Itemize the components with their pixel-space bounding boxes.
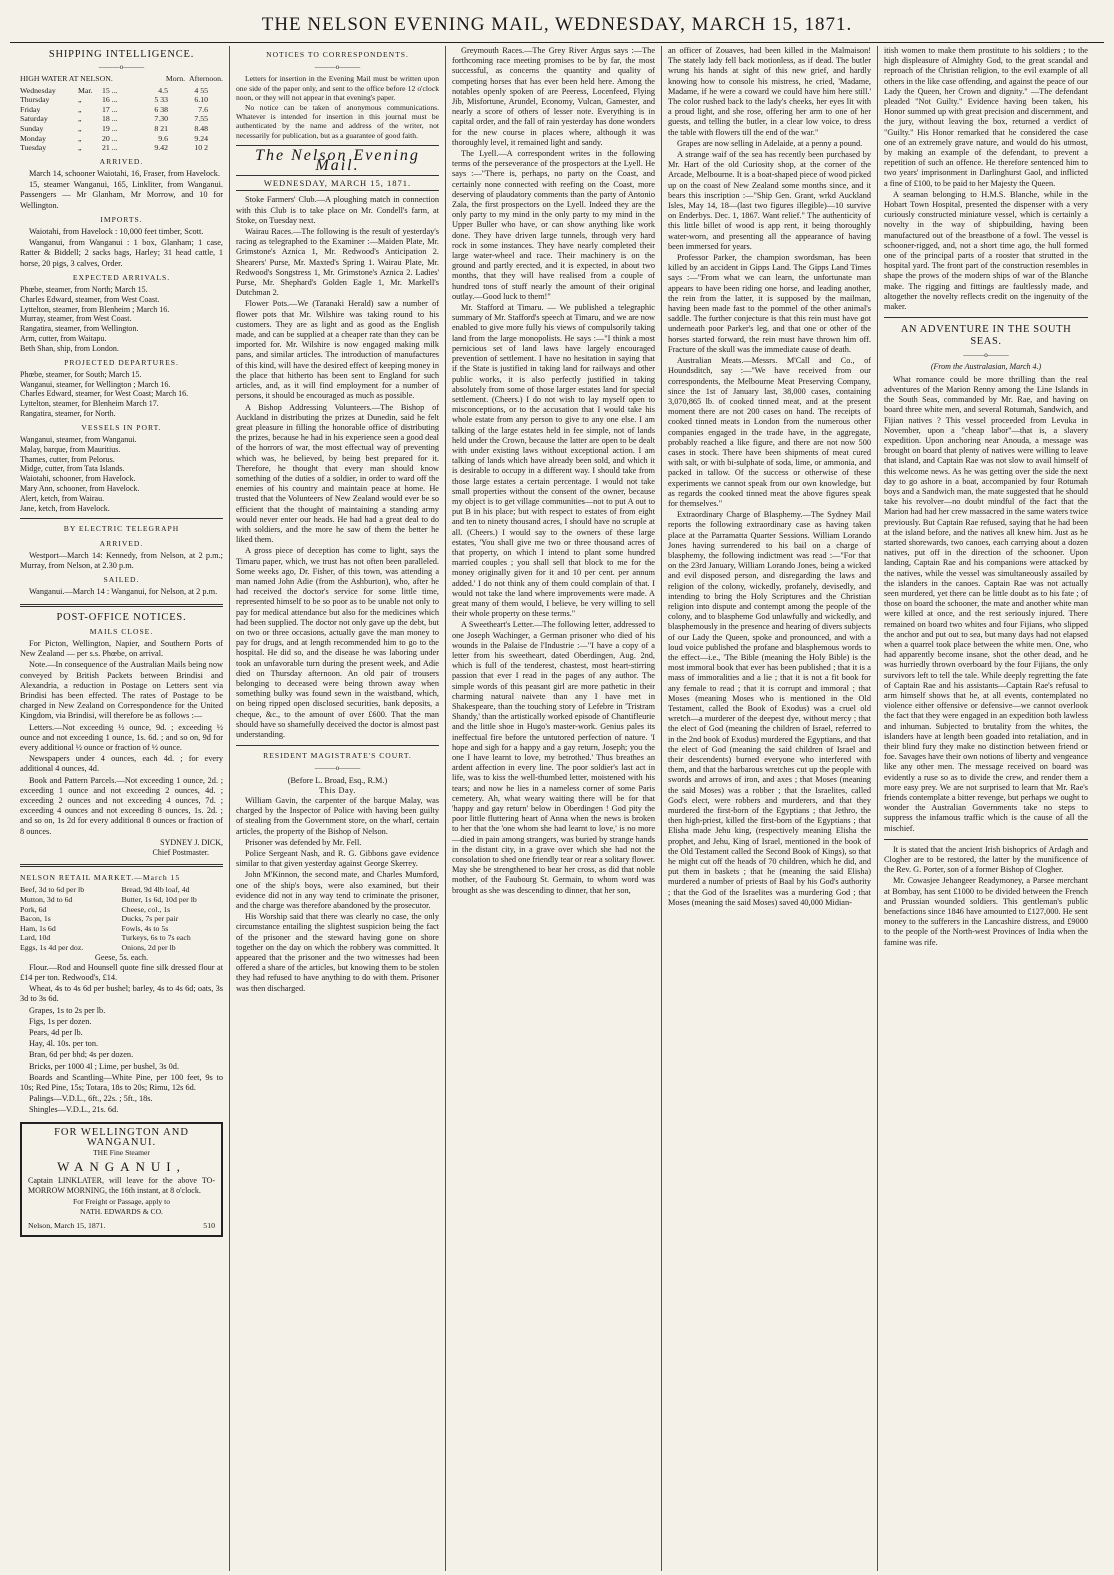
article: Mr. Cowasjee Jehangeer Readymoney, a Parsee merchant at Bombay, has sent £1000 to be divided between the French and Prussian wounded soldiers. This gentleman's public benefactions since 1846 have amounted to £127,000. He sent money to the sufferers in the Lancashire distress, and £9000 to the people of the North-west Provinces of India when the famine was rife. [884,876,1088,947]
telegraph-arrived: Westport—March 14: Kennedy, from Nelson, at 2 p.m.; Murray, from Nelson, at 2.30 p.m. [20,550,223,570]
issue-date: WEDNESDAY, MARCH 15, 1871. [236,175,439,191]
tide-row: Wednesday Mar. 15 ... 4.5 4 55 [20,85,208,95]
adventure-heading: AN ADVENTURE IN THE SOUTH SEAS. [900,324,1072,348]
postmaster-signature: SYDNEY J. DICK, [160,837,223,847]
arrival-item: March 14, schooner Waiotahi, 16, Fraser, from Havelock. [29,168,221,178]
masthead: THE NELSON EVENING MAIL, WEDNESDAY, MARCH 15, 1871. [10,8,1104,43]
court-heading: RESIDENT MAGISTRATE'S COURT. [263,751,412,761]
tide-row: Tuesday „ 21 ... 9.42 10 2 [20,143,208,153]
arrival-item: 15, steamer Wanganui, 165, Linkliter, from Wanganui. Passengers — Mr Glanham, Mr Morrow, and 10 for Wellington. [20,180,223,210]
steamer-advertisement: FOR WELLINGTON AND WANGANUI. THE Fine Steamer WANGANUI, Captain LINKLATER, will leave for the above TO-MORROW MORNING, the 16th instant, at 8 o'clock. For Freight or Passage, apply to NATH. EDWARDS & CO. Nelson, March 15, 1871. 510 [20,1122,223,1237]
article: A seaman belonging to H.M.S. Blanche, while in the Hobart Town Hospital, presented the dispenser with a very curiously constructed miniature vessel, which is certainly a novelty in the way of shipbuilding, having been manufactured out of the breastbone of a fowl. The vessel is schooner-rigged, and, not a short time ago, the hull formed one of the principal parts of a rooster that strutted in the hospital yard. The front part of the construction resembles in shape the prows of the modern ships of war of the Blanche make. The rigging and fittings are faultlessly made, and altogether the novelty reflects credit on the ingenuity of the maker. [884,189,1088,312]
tide-row: Saturday „ 18 ... 7.30 7.55 [20,114,208,124]
article: an officer of Zouaves, had been killed in the Malmaison! The stately lady fell back motionless, as if dead. The butler wrung his hands at sight of this new grief, and hardly knowing how to console his mistress, he cried, 'Madame, Madame, if he were a coward we could have him here still.' The color rushed back to the lady's cheeks, her eyes lit with a proud light, and she rose, offering her arm to one of her guests, and telling the butler, in a clear low voice, to dress the table with flowers till the end of the war." [668,46,871,137]
column-2: NOTICES TO CORRESPONDENTS. ———o——— Letters for insertion in the Evening Mail must be written upon one side of the paper only, and sent to the office before 12 o'clock noon, or they will not appear in that evening's paper. No notice can be taken of anonymous communications. Whatever is intended for insertion in this journal must be authenticated by the name and address of the writer, not necessarily for publication, but as a guarantee of good faith. The Nelson Evening Mail. WEDNESDAY, MARCH 15, 1871. Stoke Farmers' Club.—A ploughing match in connection with this Club is to take place on Mr. Condell's farm, at Stoke, on Tuesday next. Wairau Races.—The following is the result of yesterday's racing as telegraphed to the Examiner :—Maiden Plate, Mr. Grimstone's Aznica 1, Mr. Redwood's Anticipation 2. Shearers' Purse, Mr. Maxted's Spring 1. Wairau Plate, Mr. Redwood's Songstress 1, Mr. Grimstone's Aznica 2. Ladies' Purse, Mr. Shephard's Golden Eagle 1, Mr. Markell's Dutchman 2. Flower Pots.—We (Taranaki Herald) saw a number of flower pots that Mr. Wilshire was taking round to his customers. They are as light and as good as the English made, and can be supplied at a cheaper rate than they can be imported for. Mr. Wilshire is now engaged making milk pans, and similar articles. The introduction of manufactures of this kind, will have the desired effect of keeping money in the place that hitherto has been sent to England for such articles, and, as it will find employment for a number of persons, it should be encouraged as much as possible. A Bishop Addressing Volunteers.—The Bishop of Auckland in distributing the prizes at Dunedin, said he felt great pleasure in filling the honorable office of distributing the prizes, because he had in his experience seen a good deal of the horrors of war, the most effectual way of preventing which was, he believed, by being best prepared for it. Therefore, he thought that every man should know something of the duties of a soldier, in order to ward off the enemies of his country and maintain peace at home. He trusted that the Volunteers of New Zealand would ever be so efficient that the thought of maintaining a standing army would never enter our heads. He had had a great deal to do with soldiers, and the more he saw of them the better he liked them. A gross piece of deception has come to light, says the Timaru paper, which, we trust has not often been paralleled. Some weeks ago, Dr. Fisher, of this town, was attending a man named John Adie (from the Ashburton), who, after he had received the doctor's service for some little time, represented himself to be so poor as to be unable not only to pay for medical attendance but also for the medicines which had been supplied. The doctor not only gave up the debt, but on two or three occasions, actually gave the man money to pay for drugs, and at length recommended him to go to the hospital. He did so, and the disease he was laboring under took an unfavorable turn during the present week, and Adie died on Thursday afternoon. An old pair of trousers belonging to deceased were being thrown away when something bulky was found sewn in the waistband, which, on being ripped open disclosed securities, bank deposits, a cheque, &c., to the amount of over £600. That the man should have so shamefully deceived the doctor is almost past understanding. RESIDENT MAGISTRATE'S COURT. ———o——— (Before L. Broad, Esq., R.M.) This Day. William Gavin, the carpenter of the barque Malay, was charged by the Inspector of Police with having been guilty of stealing from the Government store, on the wharf, certain articles, the property of the Bishop of Nelson. Prisoner was defended by Mr. Fell. Police Sergeant Nash, and R. G. Gibbons gave evidence similar to that given yesterday against George Skerrey. John M'Kinnon, the second mate, and Charles Mumford, one of the ship's boys, were also examined, but their evidence did not in any way tend to criminate the prisoner, and the charge was therefore abandoned by the prosecutor. His Worship said that there was clearly no case, the only circumstance entailing the slightest suspicion being the fact of the prisoner and the steward having gone on shore together on the day on which the robbery was committed. It appeared that the prisoner and the two witnesses had been offered a share of the articles, but knowing them to be stolen they had refused to have anything to do with them. Prisoner was then discharged. [230,46,446,1571]
shipping-heading: SHIPPING INTELLIGENCE. [48,49,195,60]
market-heading: NELSON RETAIL MARKET.—March 15 [20,873,181,883]
article: A Sweetheart's Letter.—The following letter, addressed to one Joseph Wachinger, a German prisoner who died of his wounds in the Palaise de l'Industrie :—"I have a copy of a letter from his sweetheart, dated Oberdingen, Aug. 2nd, which is full of the tenderest, chastest, most heart-stirring passion that ever I read in the pages of any author. The simple words of this peasant girl are more pathetic in their charming natural naivete than any I have met in Shakespeare, than the touching story of Lefebre in 'Tristram Shandy,' than the artistically worked episode of Chantifleurie and the little shoe in Hugo's master-work. Genius pales its ineffectual fire before the untutored perfection of nature. 'I hope and sigh for a happy and a gay return, Joseph; you the one I have learnt to love, my betrothed.' Thus breathes an ardent affection in every line. The poor soldier's last act in life, was to kiss the well-thumbed letter, moistened with his tears; and now he lies in a nameless corner of some Paris cemetery. Ah, what weary waiting there will be for that 'happy and gay return' below in Oberdingen ! God pity the poor little fluttering heart of Anna when the news is broken to her that the 'one whom she had learnt to love,' is no more—died in pain among strangers, was buried by strange hands in the distant city, in a grave over which she had not the consolation to shed one friendly tear or rear a solitary flower. May she be strengthened to bear her cross, as did that noble mother, of the Faubourg St. Germain, to whom word was brought as she was descending to dinner, that her son, [452,620,655,895]
court-report: His Worship said that there was clearly no case, the only circumstance entailing the slightest suspicion being the fact of the prisoner and the steward having gone on shore together on the day on which the robbery was committed. It appeared that the prisoner and the two witnesses had been offered a share of the articles, but knowing them to be stolen they had refused to have anything to do with them. Prisoner was then discharged. [236,912,439,993]
court-report: William Gavin, the carpenter of the barque Malay, was charged by the Inspector of Police with having been guilty of stealing from the Government store, on the wharf, certain articles, the property of the Bishop of Nelson. [236,796,439,836]
paper-title: The Nelson Evening Mail. [255,146,420,175]
expected-heading: EXPECTED ARRIVALS. [72,272,171,282]
article: A Bishop Addressing Volunteers.—The Bishop of Auckland in distributing the prizes at Dunedin, said he felt great pleasure in filling the honorable office of distributing the prizes, because he had in his experience seen a good deal of the horrors of war, the most effectual way of preventing which was, he believed, by being best prepared for it. Therefore, he thought that every man should know something of the duties of a soldier, in order to ward off the enemies of his country and maintain peace at home. He trusted that the Volunteers of New Zealand would ever be so efficient that the thought of maintaining a standing army would never enter our heads. He had had a great deal to do with soldiers, and the more he saw of them the better he liked them. [236,402,439,545]
notices-heading: NOTICES TO CORRESPONDENTS. [266,50,409,59]
market-prices: Beef, 3d to 6d per lb Bread, 9d 4lb loaf, 4d Mutton, 3d to 6d Butter, 1s 6d, 10d per lb Pork, 6d Cheese, col., 1s Bacon, 1s Ducks, 7s per pair Ham, 1s 6d Fowls, 4s to 5s Lard, 10d Turkeys, 6s to 7s each Eggs, 1s 4d per doz. Onions, 2d per lb [20,885,197,952]
tide-row: Sunday „ 19 ... 8 21 8.48 [20,123,208,133]
article: Professor Parker, the champion swordsman, has been killed by an accident in Gipps Land. The Gipps Land Times says :—"From what we can learn, the unfortunate man appears to have been riding one horse, and leading another, the rein from the latter, it is supposed by the mailman, having been made fast to the pommel of the other animal's saddle. The further conjecture is that this rein must have got underneath poor Parker's leg, and that one or other of the horses started forward, the rein must have thrown him off. Fracture of the skull was the immediate cause of death. [668,253,871,354]
article: Australian Meats.—Messrs. M'Call and Co., of Houndsditch, say :—"We have received from our correspondents, the Melbourne Meat Preserving Company, since the 1st of January last, 38,000 cases, containing 3,070,865 lb. of cooked tinned meat, and at the present moment there are not 200 cases on hand. The receipts of cooked tinned meats in London from the numerous other companies engaged in the trade have, in the aggregate, probably reached a like figure, and there are not now 500 cases in stock. There have been shipments of meat cured with salt, or with bi-sulphate of soda, lime, or ammonia, and packed in tallow. Of the success or otherwise of these experiments we cannot speak from our own knowledge, but as regards the cooked tinned meat the above figures speak for themselves." [668,356,871,508]
column-5: itish women to make them prostitute to his soldiers ; to the high displeasure of Almighty God, to the great scandal and reproach of the Christian religion, to the evil example of all others in the like case offending, and against the peace of our Lady the Queen, her Crown and dignity." —The defendant pleaded "Not Guilty." Evidence having been taken, his Honor summed up with great precision and discernment, and the jury, without leaving the box, returned a verdict of "Guilty." His Honor remarked that he considered the case one of an extremely grave nature, and would do his utmost, by making an example of the defendant, to prevent a repetition of such an offence. He therefore sentenced him to two years' imprisonment in Darlinghurst Gaol, and inflicted a fine of £100, to be paid to her Majesty the Queen. A seaman belonging to H.M.S. Blanche, while in the Hobart Town Hospital, presented the dispenser with a very curiously constructed miniature vessel, which is certainly a novelty in the way of shipbuilding, having been manufactured out of the breastbone of a fowl. The vessel is schooner-rigged, and, not a short time ago, the hull formed one of the principal parts of a rooster that strutted in the hospital yard. The front part of the construction resembles in shape the prows of the modern ships of war of the Blanche make. The rigging and fittings are faultlessly made, and altogether the novelty reflects credit on the ingenuity of the maker. AN ADVENTURE IN THE SOUTH SEAS. ———o——— (From the Australasian, March 4.) What romance could be more thrilling than the real adventures of the Marion Renny among the Line Islands in the South Seas, commanded by Mr. Rae, and having on board three white men, and several Rotumah, Sandwich, and Fijian natives ? This vessel proceeded from Levuka in November, upon a "cheap labor"—that is, a slavery expedition. Upon anchoring near Anouda, a message was brought on board that plenty of natives were willing to leave that island, and Captain Rae was not slow to avail himself of this welcome news. As he was getting over the side the next day to go ashore in a boat, accompanied by four Rotumah boys and a Sandwich man, the mate suggested that he should take his revolver—no doubt mindful of the fact that the Marion had had her crew massacred in the same waters twice previously. But Captain Rae refused, saying that he had been at the island before, and the natives all knew him. Just as he started shorewards, two canoes, each carrying about a dozen natives, put off in the direction of the schooner. Upon landing, Captain Rae and his companions were attacked by the natives, while the vessel was simultaneously assailed by the islanders in the canoes. Captain Rae was not actually seen murdered, yet there can be little doubt as to his fate ; of those on board the schooner, the mate and another white man were killed at once, and the rest seriously injured. There remained on board two whites and four Fijians, who slipped the anchor and put out to sea, but many days had not elapsed when a quarrel took place between the white men. One, who had apparently become insane, shot the other dead, and he was hurriedly thrown overboard by the four Fijians, the only survivors left to tell the tale. While deeply regretting the fate of Captain Rae and his assistants—Captain Rae's refusal to arm himself shows that he, at all events, contemplated no violence either offensive or defensive—we cannot overlook the fact that they were engaged in an expedition both lawless and inhuman. Subjected to brutality from the whites, the islanders have at length been goaded into retaliation, and in their blind fury they make no distinction between friend or foe. Savages have their own notions of liberty and vengeance like any other men. The message received on board was evidently a ruse so as to divide the crew, and render them a more easy prey. We are not surprised to learn that Mr. Rae's friends contemplate a bitter revenge, but perhaps we ought to wonder the Australian Governments take no steps to suppress the infamous traffic which is the cause of all the mischief. It is stated that the ancient Irish bishoprics of Ardagh and Clogher are to be restored, the latter by the munificence of the Rev. G. Porter, son of a former Bishop of Clogher. Mr. Cowasjee Jehangeer Readymoney, a Parsee merchant at Bombay, has sent £1000 to be divided between the French and Prussian wounded soldiers. This gentleman's public benefactions since 1846 have amounted to £127,000. He sent money to the sufferers in the Lancashire distress, and £9000 to the people of the North-west Provinces of India when the famine was rife. [884,46,1088,947]
expected-list: Phœbe, steamer, from North; March 15. Charles Edward, steamer, from West Coast. Lyttelton, steamer, from Blenheim ; March 16. Murray, steamer, from West Coast. Rangatira, steamer, from Wellington. Arm, cutter, from Waitapu. Beth Shan, ship, from London. [20,285,170,353]
column-4 [662,46,878,1571]
telegraph-heading: BY ELECTRIC TELEGRAPH [63,524,180,534]
postage-book: Book and Pattern Parcels.—Not exceeding 1 ounce, 2d. ; exceeding 1 ounce and not exceeding 2 ounces, 4d. ; exceeding 2 ounces and not exceeding 4 ounces, 7d. ; exceeding 4 ounces and not exceeding 8 ounces, 1s. 2d. ; and so on, 1s 2d for every additional 8 ounces or fraction of 8 ounces. [20,775,223,836]
court-report: Police Sergeant Nash, and R. G. Gibbons gave evidence similar to that given yesterday against George Skerrey. [236,849,439,869]
article: What romance could be more thrilling than the real adventures of the Marion Renny among the Line Islands in the South Seas, commanded by Mr. Rae, and having on board three white men, and several Rotumah, Sandwich, and Fijian natives ? This vessel proceeded from Levuka in November, upon a "cheap labor"—that is, a slavery expedition. Upon anchoring near Anouda, a message was brought on board that plenty of natives were willing to leave that island, and Captain Rae was not slow to avail himself of this welcome news. As he was getting over the side the next day to go ashore in a boat, accompanied by four Rotumah boys and a Sandwich man, the mate suggested that he should take his revolver—no doubt mindful of the fact that the Marion had had her crew massacred in the same waters twice previously. But Captain Rae refused, saying that he had been at the island before, and the natives all knew him. Just as he started shorewards, two canoes, each carrying about a dozen natives, put off in the direction of the schooner. Upon landing, Captain Rae and his companions were attacked by the natives, while the vessel was simultaneously assailed by the islanders in the canoes. Captain Rae was not actually seen murdered, yet there can be little doubt as to his fate ; of those on board the schooner, the mate and another white man were killed at once, and the rest seriously injured. There remained on board two whites and four Fijians, who slipped the anchor and put out to sea, but many days had not elapsed when a quarrel took place between the white men. One, who had apparently become insane, shot the other dead, and he was hurriedly thrown overboard by the four Fijians, the only survivors left to tell the tale. While deeply regretting the fate of Captain Rae and his assistants—Captain Rae's refusal to arm himself shows that he, at all events, contemplated no violence either offensive or defensive—we cannot overlook the fact that they were engaged in an expedition both lawless and inhuman. Subjected to brutality from the whites, the islanders have at length been goaded into retaliation, and in their blind fury they make no distinction between friend or foe. Savages have their own notions of liberty and vengeance like any other men. The message received on board was evidently a ruse so as to divide the crew, and render them a more easy prey. We are not surprised to learn that Mr. Rae's friends contemplate a bitter revenge, but perhaps we ought to wonder the Australian Governments take no steps to suppress the infamous traffic which is the cause of all the mischief. [884,374,1088,833]
tide-table [20,86,223,153]
postage-letters: Letters.—Not exceeding ½ ounce, 9d. ; exceeding ½ ounce and not exceeding 1 ounce, 1s. 6d. ; and so on, 9d for every additional ½ ounce or fraction of ½ ounce. [20,722,223,752]
court-report: Prisoner was defended by Mr. Fell. [245,837,362,847]
arrived-heading: ARRIVED. [99,156,144,166]
projected-heading: PROJECTED DEPARTURES. [64,357,179,367]
post-office-heading: POST-OFFICE NOTICES. [56,611,187,623]
import-item: Waiotahi, from Havelock : 10,000 feet timber, Scott. [29,226,204,236]
tide-row: Monday „ 20 ... 9.6 9.24 [20,133,208,143]
article: Grapes are now selling in Adelaide, at a penny a pound. [677,138,863,148]
article: It is stated that the ancient Irish bishoprics of Ardagh and Clogher are to be restored, the latter by the munificence of the Rev. G. Porter, son of a former Bishop of Clogher. [884,844,1088,875]
article: Wairau Races.—The following is the result of yesterday's racing as telegraphed to the Examiner :—Maiden Plate, Mr. Grimstone's Aznica 1, Mr. Redwood's Anticipation 2. Shearers' Purse, Mr. Maxted's Spring 1. Wairau Plate, Mr. Redwood's Songstress 1, Mr. Grimstone's Aznica 2. Ladies' Purse, Mr. Shephard's Golden Eagle 1, Mr. Markell's Dutchman 2. [236,227,439,298]
court-report: John M'Kinnon, the second mate, and Charles Mumford, one of the ship's boys, were also examined, but their evidence did not in any way tend to criminate the prisoner, and the charge was therefore abandoned by the prosecutor. [236,870,439,911]
column-3 [446,46,662,1571]
postage-newspapers: Newspapers under 4 ounces, each 4d. ; for every additional 4 ounces, 4d. [20,754,223,774]
column-1: SHIPPING INTELLIGENCE. ———o——— HIGH WATER AT NELSON. Morn. Afternoon. Wednesday Mar. 15 ... 4.5 4 55 Thursday „ 16 ... 5 33 6.10 Friday „ 17 ... 6 38 7.6 Saturday „ 18 ... 7.30 7.55 Sunday „ 19 ... 8 21 8.48 Monday „ 20 ... 9.6 9.24 Tuesday „ 21 ... 9.42 10 2 ARRIVED. March 14, schooner Waiotahi, 16, Fraser, from Havelock. 15, steamer Wanganui, 165, Linkliter, from Wanganui. Passengers — Mr Glanham, Mr Morrow, and 10 for Wellington. IMPORTS. Waiotahi, from Havelock : 10,000 feet timber, Scott. Wanganui, from Wanganui : 1 box, Glanham; 1 case, Ratter & Biddell; 2 sacks bags, Harley; 31 head cattle, 1 horse, 20 pigs, 3 calves, Order. EXPECTED ARRIVALS. Phœbe, steamer, from North; March 15. Charles Edward, steamer, from West Coast. Lyttelton, steamer, from Blenheim ; March 16. Murray, steamer, from West Coast. Rangatira, steamer, from Wellington. Arm, cutter, from Waitapu. Beth Shan, ship, from London. PROJECTED DEPARTURES. Phœbe, steamer, for South; March 15. Wanganui, steamer, for Wellington ; March 16. Charles Edward, steamer, for West Coast; March 16. Lyttelton, steamer, for Blenheim March 17. Rangatira, steamer, for North. VESSELS IN PORT. Wanganui, steamer, from Wanganui. Malay, barque, from Mauritius. Thames, cutter, from Pelorus. Midge, cutter, from Tata Islands. Waiotahi, schooner, from Havelock. Mary Ann, schooner, from Havelock. Alert, ketch, from Wairau. Jane, ketch, from Havelock. BY ELECTRIC TELEGRAPH ARRIVED. Westport—March 14: Kennedy, from Nelson, at 2 p.m.; Murray, from Nelson, at 2.30 p.m. SAILED. Wanganui.—March 14 : Wanganui, for Nelson, at 2 p.m. POST-OFFICE NOTICES. MAILS CLOSE. For Picton, Wellington, Napier, and Southern Ports of New Zealand — per s.s. Phœbe, on arrival. Note.—In consequence of the Australian Mails being now conveyed by British Packets between Brindisi and Alexandria, a reduction in Postage on Letters sent via Brindisi has been effected. The rates of Postage to be charged in New Zealand on Correspondence for the United Kingdom, via Brindisi, will therefore be as follows :— Letters.—Not exceeding ½ ounce, 9d. ; exceeding ½ ounce and not exceeding 1 ounce, 1s. 6d. ; and so on, 9d for every additional ½ ounce or fraction of ½ ounce. Newspapers under 4 ounces, each 4d. ; for every additional 4 ounces, 4d. Book and Pattern Parcels.—Not exceeding 1 ounce, 2d. ; exceeding 1 ounce and not exceeding 2 ounces, 4d. ; exceeding 2 ounces and not exceeding 4 ounces, 7d. ; exceeding 4 ounces and not exceeding 8 ounces, 1s. 2d. ; and so on, 1s 2d for every additional 8 ounces or fraction of 8 ounces. SYDNEY J. DICK, Chief Postmaster. NELSON RETAIL MARKET.—March 15 Beef, 3d to 6d per lb Bread, 9d 4lb loaf, 4d Mutton, 3d to 6d Butter, 1s 6d, 10d per lb Pork, 6d Cheese, col., 1s Bacon, 1s Ducks, 7s per pair Ham, 1s 6d Fowls, 4s to 5s Lard, 10d Turkeys, 6s to 7s each Eggs, 1s 4d per doz. Onions, 2d per lb Geese, 5s. each. Flour.—Rod and Hounsell quote fine silk dressed flour at £14 per ton. Redwood's, £14. Wheat, 4s to 4s 6d per bushel; barley, 4s to 4s 6d; oats, 3s 3d to 3s 6d. Grapes, 1s to 2s per lb. Figs, 1s per dozen. Pears, 4d per lb. Hay, 4l. 10s. per ton. Bran, 6d per bhd; 4s per dozen. Bricks, per 1000 4l ; Lime, per bushel, 3s 0d. Boards and Scantling—White Pine, per 100 feet, 9s to 10s; Red Pine, 15s; Totara, 18s to 20s; Rimu, 12s 6d. Palings—V.D.L., 6ft., 22s. ; 5ft., 18s. Shingles—V.D.L., 21s. 6d. FOR WELLINGTON AND WANGANUI. THE Fine Steamer WANGANUI, Captain LINKLATER, will leave for the above TO-MORROW MORNING, the 16th instant, at 8 o'clock. For Freight or Passage, apply to NATH. EDWARDS & CO. Nelson, March 15, 1871. 510 [14,46,230,1571]
article: itish women to make them prostitute to his soldiers ; to the high displeasure of Almighty God, to the great scandal and reproach of the Christian religion, to the evil example of all others in the like case offending, and against the peace of our Lady the Queen, her Crown and dignity." —The defendant pleaded "Not Guilty." Evidence having been taken, his Honor summed up with great precision and discernment, and the jury, without leaving the box, returned a verdict of "Guilty." His Honor remarked that he considered the case one of an extremely grave nature, and would do his utmost, by making an example of the defendant, to prevent a repetition of such an offence. He therefore sentenced him to two years' imprisonment in Darlinghurst Gaol, and inflicted a fine of £100, to be paid to her Majesty the Queen. [884,46,1088,188]
article: Extraordinary Charge of Blasphemy.—The Sydney Mail reports the following extraordinary case as having taken place at the Parramatta Quarter Sessions. William Lorando Jones having surrendered to his bail on a charge of blasphemy, the following indictment was read :—"For that on the 23rd January, William Lorando Jones, being a wicked and evil disposed person, and disregarding the laws and religion of the colony, wickedly, profanely, devisedly, and intending to bring the Holy Scriptures and the Christian religion into dispute and contempt among the people of the colony, and to blaspheme God unlawfully and wickedly, and blasphemously in the presence and hearing of divers subjects of our Lady the Queen, spoke and pronounced, and with a loud voice published the profane and blasphemous words to the effect—i.e., 'The Bible (meaning the Holy Bible) is the most immoral book that ever has been published ; that it is a mass of immoralities and a lie ; that it is not a fit book for any female to read ; that it is corrupt and immoral ; that Moses (meaning Moses who is mentioned in the Old Testament, called the Book of Exodus) was a cruel old wretch—a murderer of the deepest dye, without mercy ; that the elect of God (meaning the children of Israel, referred to in the 2nd book of Exodus) murdered the Egyptians, and that the elect of God (meaning the said children of Israel and their descendents) burned everyone who interfered with them, and that the barbarous wretches cut up the people with swords and arrows of iron, and axes ; that Moses (meaning the said Moses) was a robber ; that the Israelites, called God's elect, were robbers and murderers, and that they murdered the first-born of the Egyptians ; that Jethro, the then high-priest, killed the first-born of the Egyptians ; that Elisha made Jehu king, (respectively meaning Elisha the prophet, and Jehu, King of Israel, mentioned in the book of the Old Testament called the Second Book of Kings), so that he might cut off the heads of 70 children, which he did, and put them in baskets ; that he (meaning the said Elisha) murdered a number of priests of Baal by his God's authority ; that the God of the Israelites was a murdering God ; that Moses (meaning the said Moses) saved 40,000 Midian- [668,510,871,907]
tide-row: Thursday „ 16 ... 5 33 6.10 [20,95,208,105]
article: Greymouth Races.—The Grey River Argus says :—The forthcoming race meeting promises to be by far, the most successful, as concerns the quantity and quality of competing horses that has ever been held here. Among the notables openly spoken of are Peeress, Locenfeed, Flying Jib, Misfortune, Arundel, Economy, Vulcan, Gamester, and nearly a score of others of lesser note. Everything is in capital order, and the fall of rain yesterday has done wonders for the new course in places where, although it was thoroughly level, it remained light and sandy. [452,46,655,147]
projected-list: Phœbe, steamer, for South; March 15. Wanganui, steamer, for Wellington ; March 16. Charles Edward, steamer, for West Coast; March 16. Lyttelton, steamer, for Blenheim March 17. Rangatira, steamer, for North. [20,369,189,418]
telegraph-sailed: Wanganui.—March 14 : Wanganui, for Nelson, at 2 p.m. [29,587,218,597]
import-item: Wanganui, from Wanganui : 1 box, Glanham; 1 case, Ratter & Biddell; 2 sacks bags, Harley; 31 head cattle, 1 horse, 20 pigs, 3 calves, Order. [20,238,223,268]
article: A strange waif of the sea has recently been purchased by Mr. Hart of the old Curiosity shop, at the corner of the Arcade, Melbourne. It is a boat-shaped piece of wood picked up on the coast of New Zealand some months since, and it bears this inscription :—"Ship Gen. Grant, wrkd Auckland Isles, May 14, 18—(last two figures illegible)—10 survive on Enderbys. Dec. 1, 1867. Want relief." The authenticity of this little billet of wood is app rent, it being thoroughly water-worn, and presenting all the appearance of having been immersed for years. [668,150,871,251]
article: Flower Pots.—We (Taranaki Herald) saw a number of flower pots that Mr. Wilshire was taking round to his customers. They are as light and as good as the English made, and can be supplied at a cheaper rate than they can be imported for. Mr. Wilshire is now engaged making milk pans, and similar articles. The introduction of manufactures of this kind, will have the desired effect of keeping money in the place that hitherto has been sent to England for such articles, and, as it will find employment for a number of persons, it should be encouraged as much as possible. [236,299,439,401]
article: Stoke Farmers' Club.—A ploughing match in connection with this Club is to take place on Mr. Condell's farm, at Stoke, on Tuesday next. [236,195,439,225]
article: The Lyell.—A correspondent writes in the following terms of the perseverance of the prospectors at the Lyell. He says :—"There is, perhaps, no party on the Coast, and certainly none connected with reefing on the Coast, more deserving of plaudatory comments than the party of Antonio Zala, the first prospectors on the Lyell. Indeed they are the only party to my mind in the only party to my mind in the Upper Buller who have, or can show anything like work done. They have driven large tunnels, through very hard rock in some instances. They have nearly completed their large water-wheel and race. Their machinery is on the ground and partly erected, and it is expected, in about two months, that they will have realised from a couple of hundred tons of stuff nearly the amount of their original outlay.—Good luck to them!" [452,149,655,301]
article: Mr. Stafford at Timaru. — We published a telegraphic summary of Mr. Stafford's speech at Timaru, and we are now enabled to give more fully his views of compulsorily taking land from the large monopolists. He says :—"I think a most pernicious set of land laws have largely encouraged prevention of settlement. I have no hesitation in saying that if the State is justified in taking land for railways and other public works, it is also perfectly justified in taking absolutely from some of those larger estates land for special settlement. (Cheers.) I do not wish to lay myself open to misconceptions, or to the accusation that I would take his whole estate from any person to give to any one else. I am talking of the large estates held in fee simple, not of lands held under the Crown, because the latter are open to be dealt with under existing laws without exceptional action. I am talking of lands which have already been sold, and which it is desirable to occupy in a different way. I should take from those large estates a certain percentage. I would not take small properties without the consent of the owner, because my object is to get village communities—not to put A out to put B in his place; but with respect to estates of from eight and ten to ninety thousand acres, I should have no scruple at all. (Cheers.) I would say to the owners of these large estates, 'You shall give me two or three thousand acres of that property, on which I intend to plant some hundred married couples ; you shall sell that block to me for the money originally given for it and 10 per cent. per annum added.' I do not think any of them could complain of that. I would not take the land where improvements were made. A great many of them would, I believe, be very willing to sell their whole property on these terms." [452,303,655,619]
port-list: Wanganui, steamer, from Wanganui. Malay, barque, from Mauritius. Thames, cutter, from Pelorus. Midge, cutter, from Tata Islands. Waiotahi, schooner, from Havelock. Mary Ann, schooner, from Havelock. Alert, ketch, from Wairau. Jane, ketch, from Havelock. [20,434,140,513]
article: A gross piece of deception has come to light, says the Timaru paper, which, we trust has not often been paralleled. Some weeks ago, Dr. Fisher, of this town, was attending a man named John Adie (from the Ashburton), who, after he had received the doctor's service for some little time, represented himself to be so poor as to be unable not only to pay for medical attendance but also for the medicines which had been supplied. The doctor not only gave up the debt, but on two or three occasions, actually gave the man money to pay for drugs, and at length recommended him to go to the hospital. He did so, and the disease he was laboring under took an unfavorable turn during the present week, and Adie died on Thursday afternoon. An old pair of trousers belonging to deceased were being thrown away when something bulky was found sewn in the waistband, which, on being ripped open disclosed securities, bank deposits, a cheque, &c., to the amount of over £600. That the man should have so shamefully deceived the doctor is almost past understanding. [236,546,439,739]
imports-heading: IMPORTS. [100,214,143,224]
columns [14,46,1104,1571]
port-heading: VESSELS IN PORT. [81,422,162,432]
tide-header: HIGH WATER AT NELSON. Morn. Afternoon. [20,74,223,84]
mails-close: For Picton, Wellington, Napier, and Southern Ports of New Zealand — per s.s. Phœbe, on arrival. [20,638,223,659]
tide-row: Friday „ 17 ... 6 38 7.6 [20,104,208,114]
postage-note: Note.—In consequence of the Australian Mails being now conveyed by British Packets between Brindisi and Alexandria, a reduction in Postage on Letters sent via Brindisi has been effected. The rates of Postage to be charged in New Zealand on Correspondence for the United Kingdom, via Brindisi, will therefore be as follows :— [20,660,223,721]
